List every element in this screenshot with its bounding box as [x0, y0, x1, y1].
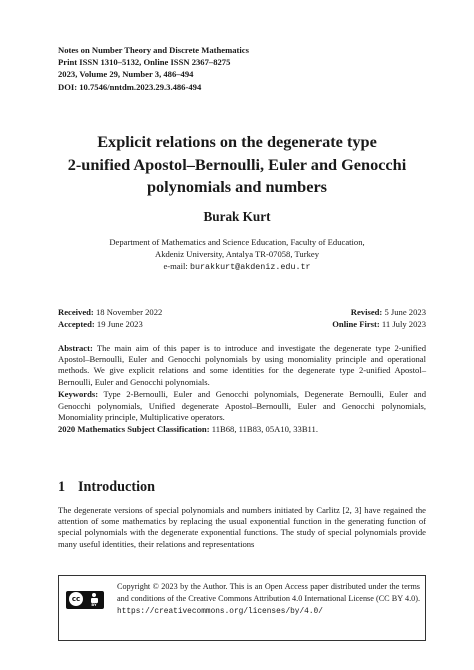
affiliation-line-2: Akdeniz University, Antalya TR-07058, Turkey	[155, 249, 319, 260]
intro-paragraph: The degenerate versions of special polynomials and numbers initiated by Carlitz [2, 3] have regained the attention of some mathematics by replacing the usual exponential function in the generating function of special polynomials with the degenerate exponential functions. The study of special polynomials provide many useful identities, their relations and representations	[58, 505, 426, 549]
paper-title	[40, 131, 434, 199]
revised-date	[351, 306, 426, 318]
keywords-label: Keywords:	[58, 389, 99, 400]
title-line-3: polynomials and numbers	[146, 177, 328, 196]
author-affiliation	[0, 236, 474, 274]
abstract-text: The main aim of this paper is to introduce and investigate the degenerate type 2-unified Apostol–Bernoulli, Euler and Genocchi polynomials by using monomiality principle and operational methods. We give explicit relations and some identities for the degenerate type 2-unified Apostol–Bernoulli, Euler and Genocchi polynomials.	[58, 343, 426, 387]
abstract-block	[58, 343, 426, 437]
journal-issn: Print ISSN 1310–5132, Online ISSN 2367–8275	[58, 57, 231, 68]
section-title: Introduction	[78, 479, 155, 495]
cc-circle-icon: cc	[69, 592, 83, 606]
journal-info	[58, 44, 249, 93]
received-value: 18 November 2022	[95, 307, 163, 317]
by-label: BY	[91, 603, 97, 607]
received-date	[58, 306, 162, 318]
section-heading	[58, 479, 155, 496]
accepted-value: 19 June 2023	[96, 319, 143, 330]
introduction-body	[58, 505, 426, 550]
abstract-label: Abstract:	[58, 343, 93, 353]
affiliation-line-1: Department of Mathematics and Science Education, Faculty of Education,	[109, 237, 365, 247]
online-label: Online First:	[332, 319, 380, 330]
by-person-icon	[87, 593, 101, 607]
msc-paragraph	[58, 424, 426, 435]
email-address[interactable]: burakkurt@akdeniz.edu.tr	[189, 262, 311, 273]
email-label: e-mail:	[163, 261, 188, 272]
license-url[interactable]: https://creativecommons.org/licenses/by/4.0/	[117, 607, 323, 616]
online-date	[332, 318, 426, 330]
section-number: 1	[58, 479, 66, 495]
keywords-paragraph	[58, 389, 426, 423]
copyright-statement: Copyright © 2023 by the Author. This is an Open Access paper distributed under the terms and conditions of the Creative Commons Attribution 4.0 International License (CC BY 4.0).	[117, 582, 420, 603]
accepted-label: Accepted:	[58, 319, 95, 330]
title-line-2: 2-unified Apostol–Bernoulli, Euler and Genocchi	[67, 154, 407, 174]
received-label: Received:	[58, 307, 94, 317]
msc-text: 11B68, 11B83, 05A10, 33B11.	[211, 424, 318, 435]
email-line	[0, 260, 474, 273]
online-value: 11 July 2023	[381, 319, 426, 330]
revised-label: Revised:	[350, 307, 383, 317]
msc-label: 2020 Mathematics Subject Classification:	[58, 424, 210, 435]
license-box	[58, 575, 426, 641]
cc-by-license-icon[interactable]	[66, 591, 104, 609]
license-text	[117, 581, 420, 618]
keywords-text: Type 2-Bernoulli, Euler and Genocchi polynomials, Degenerate Bernoulli, Euler and Genocchi polynomials, Unified degenerate Apostol–Bernoulli, Euler and Genocchi polynomials, Monomiality principle, Multiplicative operators.	[58, 389, 426, 422]
abstract-paragraph	[58, 343, 426, 388]
dates-block	[58, 306, 426, 330]
title-line-1: Explicit relations on the degenerate type	[97, 132, 377, 151]
journal-doi[interactable]: DOI: 10.7546/nntdm.2023.29.3.486-494	[58, 81, 202, 92]
journal-volume: 2023, Volume 29, Number 3, 486–494	[58, 69, 194, 80]
accepted-date	[58, 318, 143, 330]
journal-name: Notes on Number Theory and Discrete Mathematics	[58, 45, 249, 55]
revised-value: 5 June 2023	[384, 307, 426, 317]
author-name: Burak Kurt	[203, 209, 271, 224]
